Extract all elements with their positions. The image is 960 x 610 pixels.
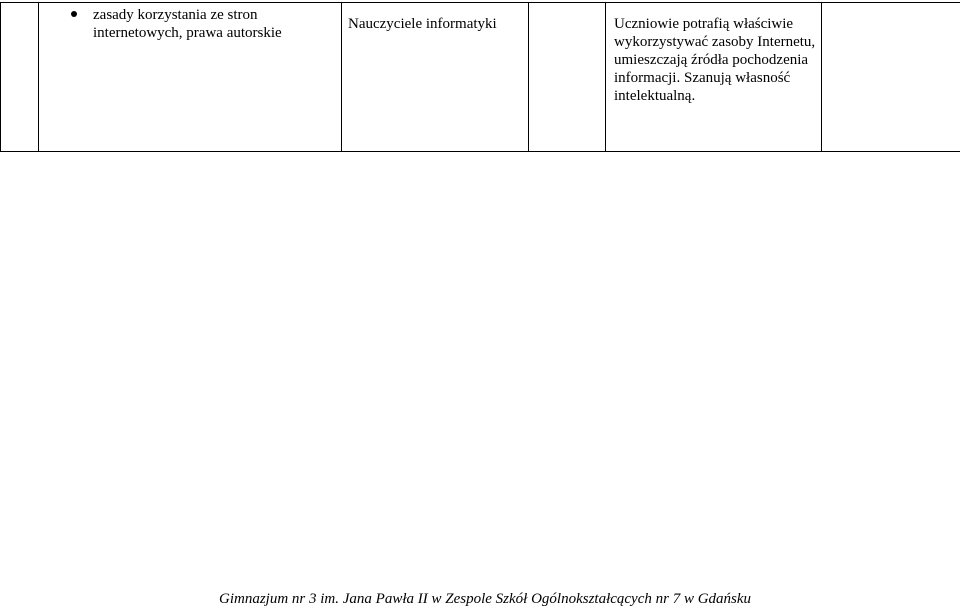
table-row: [1, 3, 960, 152]
table-cell-responsible: [342, 3, 529, 152]
page-footer: Gimnazjum nr 3 im. Jana Pawła II w Zespole Szkół Ogólnokształcących nr 7 w Gdańsku: [219, 591, 752, 607]
table-cell-outcome: [606, 3, 822, 152]
table-cell-empty-middle: [529, 3, 606, 152]
plan-table: [0, 2, 960, 152]
bullet-icon: [71, 11, 77, 17]
table-cell-empty-trail: [822, 3, 960, 152]
outcome-text: Uczniowie potrafią właściwie wykorzystywać zasoby Internetu, umieszczają źródła pochodzenia informacji. Szanują własność intelektualną.: [614, 16, 816, 104]
table-cell-topic: [39, 3, 342, 152]
table-cell-empty-lead: [1, 3, 39, 152]
responsible-text: Nauczyciele informatyki: [348, 16, 497, 32]
topic-text: zasady korzystania ze stron internetowych, prawa autorskie: [93, 7, 282, 41]
